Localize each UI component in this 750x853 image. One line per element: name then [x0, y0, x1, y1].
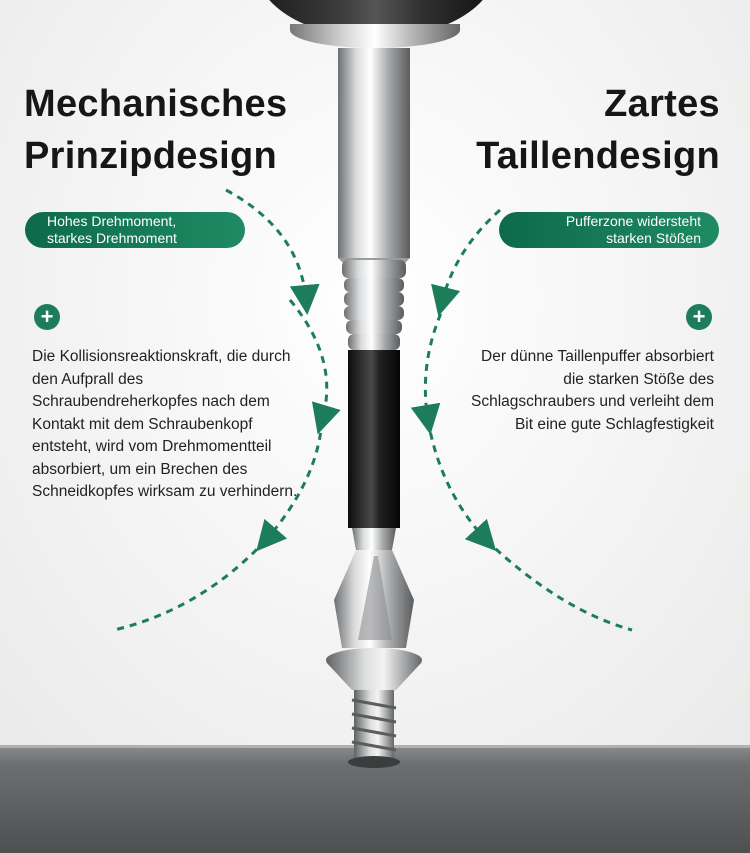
left-title-line1: Mechanisches	[24, 83, 288, 125]
phillips-tip	[334, 528, 414, 648]
right-title-line1: Zartes	[604, 83, 720, 125]
right-pill-line2: starken Stößen	[606, 230, 701, 246]
torque-rings	[342, 260, 406, 350]
plus-circle-icon: +	[34, 304, 60, 330]
screw	[326, 648, 422, 768]
hex-shank	[338, 48, 410, 268]
right-pill-line1: Pufferzone widersteht	[565, 213, 701, 229]
plus-circle-icon: +	[686, 304, 712, 330]
left-pill-line1: Hohes Drehmoment,	[47, 213, 177, 229]
right-title-line2: Taillendesign	[476, 135, 720, 177]
right-title	[476, 78, 720, 182]
left-title-line2: Prinzipdesign	[24, 135, 278, 177]
left-feature-pill	[25, 212, 245, 248]
right-description: Der dünne Taillenpuffer absorbiert die starken Stöße des Schlagschraubers und verleiht dem Bit eine gute Schlagfestigkeit	[471, 348, 714, 433]
left-pill-line2: starkes Drehmoment	[47, 230, 177, 246]
right-feature-pill	[499, 212, 719, 248]
left-title	[24, 78, 287, 182]
waist-buffer	[348, 350, 400, 528]
left-description: Die Kollisionsreaktionskraft, die durch den Aufprall des Schraubendreherkopfes nach dem Kontakt mit dem Schraubenkopf entsteht, wird vom Drehmomentteil absorbiert, um ein Brechen des Schneidkopfes wirksam zu verhindern.	[32, 348, 298, 500]
